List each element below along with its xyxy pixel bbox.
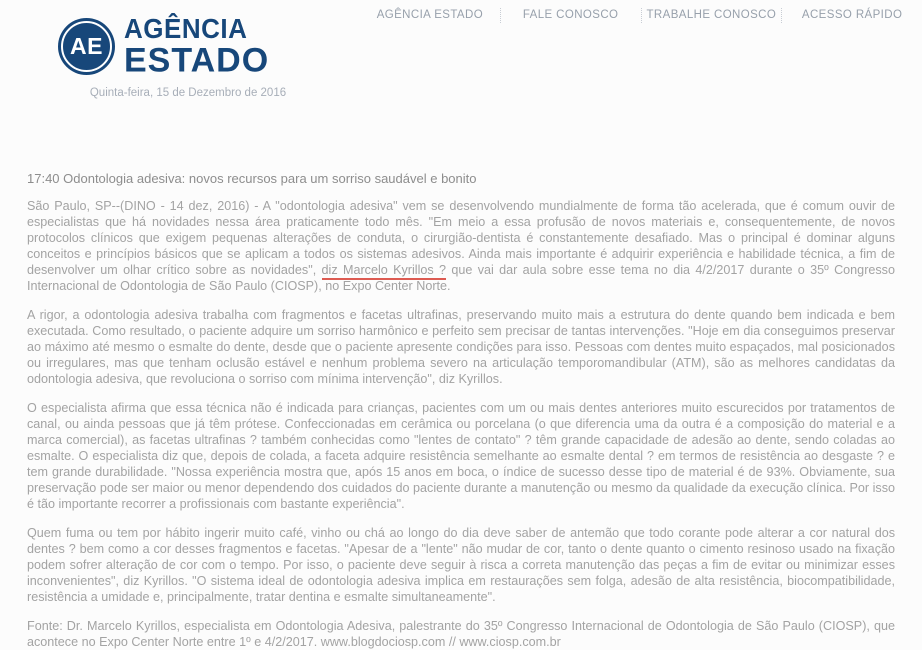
- article-source: Fonte: Dr. Marcelo Kyrillos, especialista em Odontologia Adesiva, palestrante do 35º Congresso Internacional de Odontologia de São Paulo (CIOSP), que acontece no Expo Center Norte entre 1º e 4/2/2017. www.blogdociosp.com // www.ciosp.com.br: [27, 619, 895, 649]
- ae-logo-icon: [58, 18, 115, 75]
- logo-wordmark-line2: ESTADO: [124, 40, 270, 80]
- article-paragraph-4: Quem fuma ou tem por hábito ingerir muito café, vinho ou chá ao longo do dia deve saber de antemão que todo corante pode alterar a cor natural dos dentes ? bem como a cor desses fragmentos e facetas. "Apesar de a "lente" não mudar de cor, tanto o dente quanto o cimento resinoso usado na fixação podem sofrer alteração de cor com o tempo. Por isso, o paciente deve seguir à risca a correta manutenção das peças a fim de evitar ou minimizar esses inconvenientes", diz Kyrillos. "O sistema ideal de odontologia adesiva implica em restaurações sem folga, adesão de alta resistência, biocompatibilidade, resistência a umidade e, principalmente, tratar dentina e esmalte simultaneamente".: [27, 526, 895, 604]
- article-container: [0, 171, 922, 650]
- article-paragraph-2: A rigor, a odontologia adesiva trabalha com fragmentos e facetas ultrafinas, preservando muito mais a estrutura do dente quando bem indicada e bem executada. Como resultado, o paciente adquire um sorriso harmônico e perfeito sem precisar de tantas intervenções. "Hoje em dia conseguimos preservar ao máximo até mesmo o esmalte do dente, desde que o paciente apresente condições para isso. Pessoas com dentes muito espaçados, mal posicionados ou irregulares, mas que tenham oclusão estável e nenhum problema severo na articulação temporomandibular (ATM), são as melhores candidatas da odontologia adesiva, que revoluciona o sorriso com mínima intervenção", diz Kyrillos.: [27, 308, 895, 386]
- nav-acesso-rapido[interactable]: ACESSO RÁPIDO: [801, 9, 903, 21]
- page-header: [0, 0, 287, 99]
- paragraph-1-text-before: São Paulo, SP--(DINO - 14 dez, 2016) - A "odontologia adesiva" vem se desenvolvendo mundialmente de forma tão acelerada, que é comum ouvir de especialistas que há novidades nessa área praticamente todo mês. "Em meio a essa profusão de novos materiais e, consequentemente, de novos protocolos clínicos que exigem pequenas alterações de conduta, o cirurgião-dentista é constantemente desafiado. Mas o principal é dominar alguns conceitos e princípios básicos que se aplicam a todos os sistemas adesivos. Ainda mais importante é adquirir experiência e habilidade técnica, a fim de desenvolver um olhar crítico sobre as novidades",: [27, 199, 895, 277]
- nav-agencia-estado[interactable]: AGÊNCIA ESTADO: [376, 9, 484, 21]
- logo-wordmark: [124, 12, 270, 80]
- nav-trabalhe-conosco[interactable]: TRABALHE CONOSCO: [646, 9, 777, 21]
- logo-monogram: AE: [70, 33, 103, 59]
- article-title: 17:40 Odontologia adesiva: novos recursos para um sorriso saudável e bonito: [27, 171, 477, 186]
- paragraph-1-underlined-phrase: diz Marcelo Kyrillos ?: [322, 263, 446, 280]
- current-date: Quinta-feira, 15 de Dezembro de 2016: [89, 87, 287, 99]
- top-navigation: [360, 0, 922, 30]
- logo-wordmark-line1: AGÊNCIA: [124, 12, 248, 45]
- paragraph-1-text-after: que vai dar aula sobre esse tema no dia 4/2/2017 durante o 35º Congresso Internacional de Odontologia de São Paulo (CIOSP), no Expo Center Norte.: [27, 263, 895, 293]
- news-article: [27, 171, 895, 650]
- article-paragraph-3: O especialista afirma que essa técnica não é indicada para crianças, pacientes com um ou mais dentes anteriores muito escurecidos por tratamentos de canal, ou ainda pessoas que já têm prótese. Confeccionadas em cerâmica ou porcelana (o que diferencia uma da outra é a composição do material e a marca comercial), as facetas ultrafinas ? também conhecidas como "lentes de contato" ? têm grande capacidade de adesão ao dente, sendo coladas ao esmalte. O especialista diz que, depois de colada, a faceta adquire resistência semelhante ao esmalte dental ? em termos de resistência ao desgaste ? e tem grande durabilidade. "Nossa experiência mostra que, após 15 anos em boca, o índice de sucesso desse tipo de material é de 93%. Obviamente, sua preservação pode ser maior ou menor dependendo dos cuidados do paciente durante a manutenção ou mesmo da qualidade da execução clínica. Por isso é tão importante recorrer a profissionais com bastante experiência".: [27, 401, 895, 511]
- agencia-estado-logo[interactable]: [58, 12, 280, 80]
- article-paragraph-1: [27, 198, 895, 294]
- nav-fale-conosco[interactable]: FALE CONOSCO: [522, 9, 619, 21]
